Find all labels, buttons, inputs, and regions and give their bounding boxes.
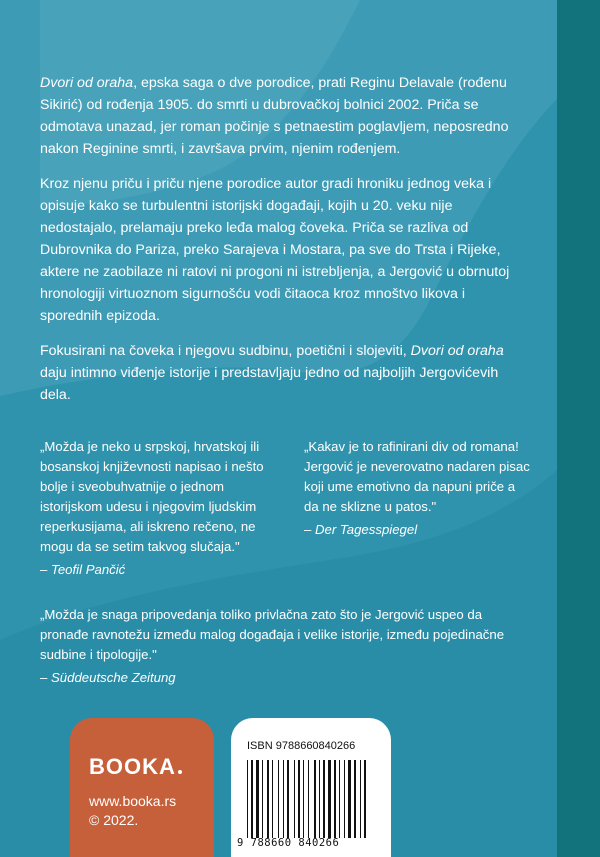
- description-paragraph-1: Dvori od oraha, epska saga o dve porodice, prati Reginu Delavale (rođenu Sikirić) od rođenja 1905. do smrti u dubrovačkoj bolnici 2002. Priča se odmotava unazad, jer roman počinje s petnaestim poglavljem, neposredno nakon Reginine smrti, i završava prvim, njenim rođenjem.: [40, 75, 509, 157]
- isbn-label: ISBN 9788660840266: [247, 740, 356, 752]
- publication-year: © 2022.: [89, 812, 139, 828]
- publisher-logo: BOOKA: [89, 754, 182, 780]
- book-title-italic: Dvori od oraha: [410, 343, 504, 359]
- description-paragraph-3: Fokusirani na čoveka i njegovu sudbinu, poetični i slojeviti, Dvori od oraha daju intimno viđenje istorije i predstavljaju jedno od najboljih Jergovićevih dela.: [40, 343, 504, 403]
- quote-text: „Možda je snaga pripovedanja toliko privlačna zato što je Jergović uspeo da pronađe ravnotežu između malog događaja i velike istorije, između pojedinačne sudbine i tipologije.": [40, 607, 505, 662]
- book-spine: [557, 0, 600, 857]
- barcode-icon: [247, 760, 375, 838]
- review-quote-sueddeutsche: [40, 605, 530, 688]
- logo-dot-icon: [178, 770, 182, 774]
- quote-text: „Kakav je to rafinirani div od romana! Jergović je neverovatno nadaren pisac koji ume emotivno da napuni priče a da ne sklizne u patos.": [304, 439, 530, 514]
- quote-source: – Der Tagesspiegel: [304, 522, 418, 537]
- barcode-digits: 9 788660 840266: [237, 837, 340, 849]
- quote-source: – Süddeutsche Zeitung: [40, 670, 176, 685]
- publisher-url: www.booka.rs: [89, 793, 177, 809]
- quote-source: – Teofil Pančić: [40, 562, 126, 577]
- quote-text: „Možda je neko u srpskoj, hrvatskoj ili bosanskoj književnosti napisao i nešto bolje i sveobuhvatnije o jednom istorijskom udesu i njegovim ljudskim reperkusijama, ali iskreno rečeno, ne mogu da se setim takvog slučaja.": [40, 439, 264, 554]
- description-paragraph-2: Kroz njenu priču i priču njene porodice autor gradi hroniku jednog veka i opisuje kako se turbulentni istorijski događaji, kojih u 20. veku nije nedostajalo, prelamaju preko leđa malog čoveka. Priča se razliva od Dubrovnika do Pariza, preko Sarajeva i Mostara, pa sve do Trsta i Rijeke, aktere ne zaobilaze ni ratovi ni progoni ni istrebljenja, a Jergović u obrnutoj hronologiji virtuoznom sigurnošću vodi čitaoca kroz mnoštvo likova i sporednih epizoda.: [40, 176, 510, 324]
- review-quote-tagesspiegel: [304, 437, 530, 540]
- review-quote-pancic: [40, 437, 285, 580]
- book-title-italic: Dvori od oraha: [40, 75, 134, 91]
- barcode-box: [231, 718, 391, 857]
- book-description: [40, 72, 530, 419]
- publisher-box: [70, 718, 214, 857]
